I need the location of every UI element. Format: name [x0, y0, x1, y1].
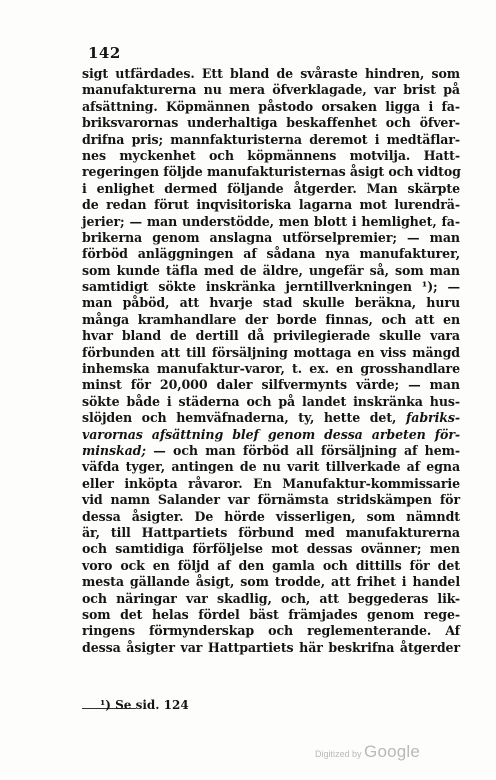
text-line: manufakturerna nu mera öfverklagade, var brist på [82, 82, 460, 98]
text-line: som kunde täfla med de äldre, ungefär så, som man [82, 262, 460, 278]
page-number: 142 [88, 44, 121, 62]
text-line: väfda tyger, antingen de nu varit tillverkade af egna [82, 459, 460, 475]
google-logo: Google [364, 742, 421, 761]
text-line: förbunden att till försäljning mottaga en viss mängd [82, 344, 460, 360]
text-line: de redan förut inqvisitoriska lagarna mot lurendrä- [82, 197, 460, 213]
text-line: är, till Hattpartiets förbund med manufakturerna [82, 524, 460, 540]
text-line: briksvarornas underhaltiga beskaffenhet och öfver- [82, 115, 460, 131]
text-segment: — och man förböd all försäljning af hem- [153, 442, 460, 458]
text-line-with-italic [82, 410, 460, 426]
text-line: voro ock en följd af den gamla och dittills för det [82, 557, 460, 573]
text-line: dessa åsigter. De hörde visserligen, som nämndt [82, 508, 460, 524]
text-line: minst för 20,000 daler silfvermynts värde; — man [82, 377, 460, 393]
italic-phrase: minskad; [82, 442, 146, 458]
text-line: mesta gällande åsigt, som trodde, att frihet i handel [82, 574, 460, 590]
text-line-italic [82, 427, 460, 443]
text-line: nes myckenhet och köpmännens motvilja. Hatt- [82, 147, 460, 163]
text-line: ringens förmynderskap och reglementerande. Af [82, 623, 460, 639]
text-line: brikerna genom anslagna utförselpremier; — man [82, 229, 460, 245]
text-line: jerier; — man understödde, men blott i hemlighet, fa- [82, 213, 460, 229]
text-line: och samtidiga förföljelse mot dessas ovänner; men [82, 541, 460, 557]
text-line: och näringar var skadlig, och, att beggederas lik- [82, 590, 460, 606]
body-text [82, 66, 460, 656]
watermark-prefix: Digitized by [315, 749, 362, 759]
text-line: hvar bland de dertill då privilegierade skulle vara [82, 328, 460, 344]
text-line: i enlighet dermed följande åtgerder. Man skärpte [82, 180, 460, 196]
text-line: man påböd, att hvarje stad skulle beräkna, huru [82, 295, 460, 311]
text-line-with-italic [82, 443, 460, 459]
italic-phrase: fabriks- [405, 410, 460, 426]
text-line: drifna pris; mannfakturisterna deremot i medtäflar- [82, 131, 460, 147]
digitization-watermark [315, 742, 420, 762]
text-line: sigt utfärdades. Ett bland de svåraste hindren, som [82, 66, 460, 81]
text-line: eller inköpta råvaror. En Manufaktur-kommissarie [82, 475, 460, 491]
text-line: regeringen följde manufakturisternas åsigt och vidtog [82, 164, 461, 180]
text-line: många kramhandlare der borde finnas, och att en [82, 311, 460, 327]
text-line: samtidigt sökte inskränka jerntillverkningen ¹); — [82, 279, 460, 295]
text-line: dessa åsigter var Hattpartiets här beskrifna åtgerder [82, 639, 460, 655]
text-segment: slöjden och hemväfnaderna, ty, hette det, [82, 410, 397, 426]
italic-phrase: varornas afsättning blef genom dessa arbeten för- [82, 426, 460, 442]
text-line: som det helas fördel bäst främjades genom rege- [82, 606, 460, 622]
text-line: förböd anläggningen af sådana nya manufakturer, [82, 246, 460, 262]
footnote: ¹) Se sid. 124 [100, 698, 189, 712]
text-line: sökte både i städerna och på landet inskränka hus- [82, 393, 460, 409]
text-line: afsättning. Köpmännen påstodo orsaken ligga i fa- [82, 98, 460, 114]
text-line: vid namn Salander var förnämsta stridskämpen för [82, 492, 460, 508]
text-line: inhemska manufaktur-varor, t. ex. en grosshandlare [82, 361, 460, 377]
